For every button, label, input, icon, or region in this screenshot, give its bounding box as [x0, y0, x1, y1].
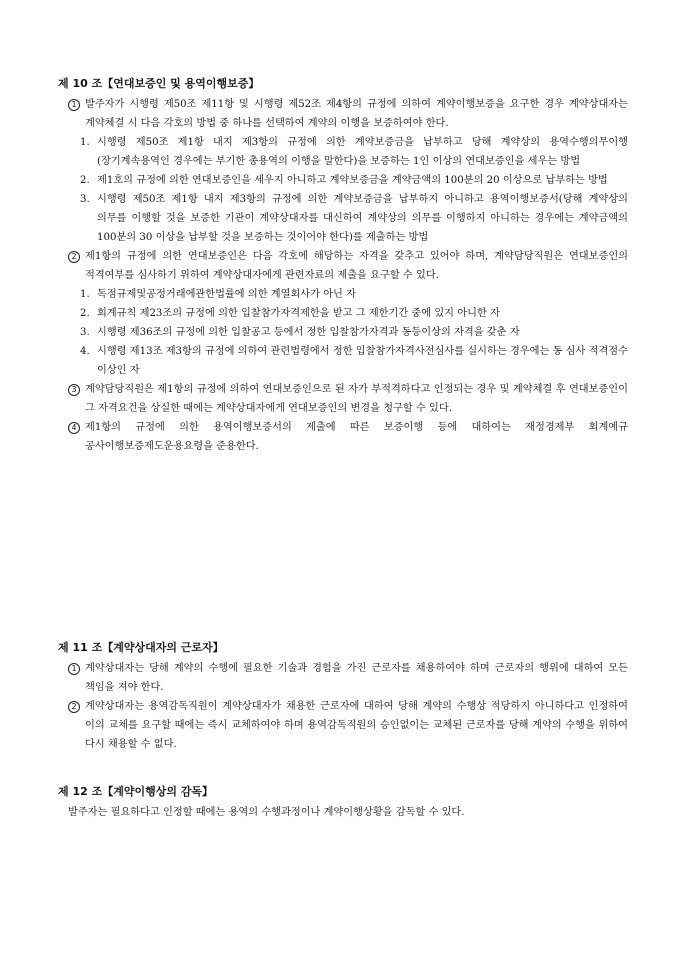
item-text: 회계규칙 제23조의 규정에 의한 입찰참가자격제한을 받고 그 제한기간 중에 있지 아니한 자	[97, 308, 500, 319]
paragraph-2	[58, 247, 628, 285]
item-text: 제1호의 규정에 의한 연대보증인을 세우지 아니하고 계약보증금을 계약금액의 100분의 20 이상으로 납부하는 방법	[97, 175, 608, 186]
item-4	[58, 342, 628, 380]
paragraph-text: 계약담당직원은 제1항의 규정에 의하여 연대보증인으로 된 자가 부적격하다고 인정되는 경우 및 계약체결 후 연대보증인이 그 자격요건을 상실한 때에는 계약상대자에게 연대보증인의 변경을 청구할 수 있다.	[85, 384, 628, 414]
paragraph-1	[58, 95, 628, 133]
paragraph-text: 제1항의 규정에 의한 용역이행보증서의 제출에 따른 보증이행 등에 대하여는 재정경제부 회계예규 공사이행보증제도운용요령을 준용한다.	[85, 422, 628, 452]
item-3	[58, 190, 628, 247]
article-title: 제 11 조【계약상대자의 근로자】	[58, 641, 224, 654]
paragraph-text: 발주자는 필요하다고 인정할 때에는 용역의 수행과정이나 계약이행상황을 감독할 수 있다.	[68, 807, 465, 818]
article-11	[58, 640, 628, 754]
item-text: 시행령 제50조 제1항 내지 제3항의 규정에 의한 계약보증금을 납부하지 아니하고 용역이행보증서(당해 계약상의 의무를 이행할 것을 보증한 기관이 계약상대자를 대신하여 계약상의 의무를 이행하지 아니하는 경우에는 계약금액의 100분의 30 이상을 납부할 것을 보증하는 것이어야 한다)를 제출하는 방법	[97, 194, 628, 243]
paragraph-2	[58, 697, 628, 754]
item-marker: 1.	[80, 137, 90, 148]
article-title: 제 12 조【계약이행상의 감독】	[58, 785, 214, 798]
item-marker: 1.	[80, 289, 90, 300]
paragraph-1	[58, 659, 628, 697]
item-marker: 4.	[80, 346, 90, 357]
item-3	[58, 323, 628, 342]
item-text: 시행령 제36조의 규정에 의한 입찰공고 등에서 정한 입찰참가자격과 동등이상의 자격을 갖춘 자	[97, 327, 520, 338]
article-title: 제 10 조【연대보증인 및 용역이행보증】	[58, 77, 260, 90]
item-marker: 2.	[80, 175, 90, 186]
paragraph-text: 발주자가 시행령 제50조 제11항 및 시행령 제52조 제4항의 규정에 의하여 계약이행보증을 요구한 경우 계약상대자는 계약체결 시 다음 각호의 방법 중 하나를 선택하여 계약의 이행을 보증하여야 한다.	[85, 99, 628, 129]
item-text: 독점규제및공정거래에관한법률에 의한 계열회사가 아닌 자	[97, 289, 356, 300]
paragraph-marker: 3	[68, 380, 80, 399]
paragraph-text: 제1항의 규정에 의한 연대보증인은 다음 각호에 해당하는 자격을 갖추고 있어야 하며, 계약담당직원은 연대보증인의 적격여부를 심사하기 위하여 계약상대자에게 관련자료의 제출을 요구할 수 있다.	[85, 251, 628, 281]
article-10	[58, 76, 628, 456]
article-12	[58, 784, 628, 822]
paragraph-3	[58, 380, 628, 418]
paragraph-text: 계약상대자는 용역감독직원이 계약상대자가 채용한 근로자에 대하여 당해 계약의 수행상 적당하지 아니하다고 인정하여 이의 교체를 요구할 때에는 즉시 교체하여야 하며 용역감독직원의 승인없이는 교체된 근로자를 당해 계약의 수행을 위하여 다시 채용할 수 없다.	[85, 701, 628, 750]
item-1	[58, 285, 628, 304]
paragraph-marker: 1	[68, 659, 80, 678]
item-text: 시행령 제13조 제3항의 규정에 의하여 관련법령에서 정한 입찰참가자격사전심사를 실시하는 경우에는 동 심사 적격점수 이상인 자	[97, 346, 628, 376]
item-marker: 2.	[80, 308, 90, 319]
paragraph-marker: 2	[68, 697, 80, 716]
paragraph-marker: 1	[68, 95, 80, 114]
item-marker: 3.	[80, 327, 90, 338]
paragraph-text: 계약상대자는 당해 계약의 수행에 필요한 기술과 경험을 가진 근로자를 채용하여야 하며 근로자의 행위에 대하여 모든 책임을 져야 한다.	[85, 663, 628, 693]
item-2	[58, 304, 628, 323]
paragraph-4	[58, 418, 628, 456]
item-marker: 3.	[80, 194, 90, 205]
item-text: 시행령 제50조 제1항 내지 제3항의 규정에 의한 계약보증금을 납부하고 당해 계약상의 용역수행의무이행(장기계속용역인 경우에는 부기한 총용역의 이행을 말한다)을 보증하는 1인 이상의 연대보증인을 세우는 방법	[97, 137, 628, 167]
paragraph-marker: 2	[68, 247, 80, 266]
item-1	[58, 133, 628, 171]
paragraph-marker: 4	[68, 418, 80, 437]
item-2	[58, 171, 628, 190]
